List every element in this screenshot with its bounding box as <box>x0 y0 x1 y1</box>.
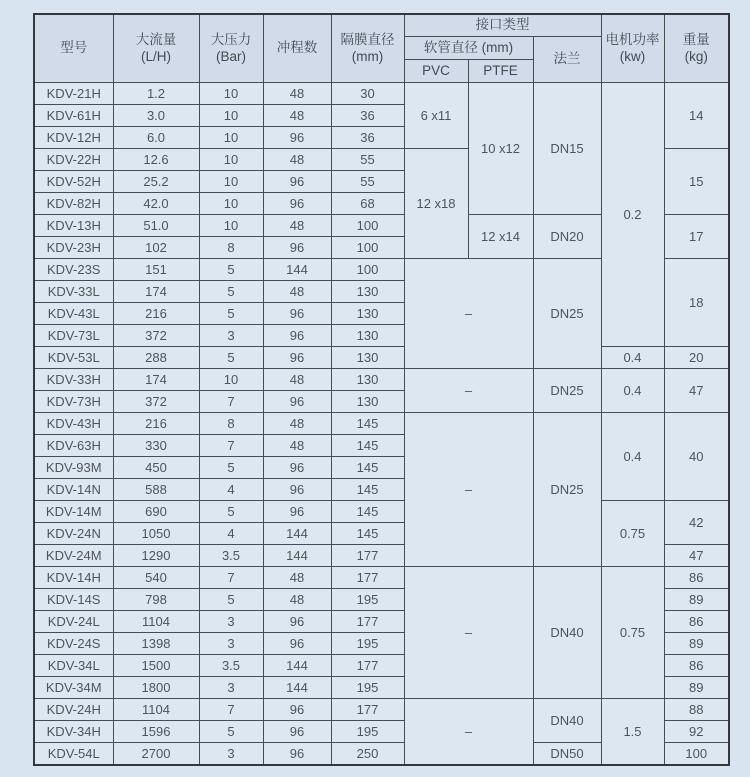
cell-diaphragm: 130 <box>331 391 404 413</box>
cell-hose: – <box>404 369 533 413</box>
cell-weight: 89 <box>664 589 729 611</box>
cell-weight: 18 <box>664 259 729 347</box>
cell-pvc: 12 x18 <box>404 149 468 259</box>
cell-motor: 0.4 <box>601 413 664 501</box>
cell-flow: 12.6 <box>113 149 199 171</box>
cell-model: KDV-23S <box>34 259 113 281</box>
cell-strokes: 144 <box>263 655 331 677</box>
cell-model: KDV-63H <box>34 435 113 457</box>
header-model <box>34 14 113 83</box>
cell-pressure: 3 <box>199 325 263 347</box>
cell-weight: 47 <box>664 545 729 567</box>
cell-flow: 6.0 <box>113 127 199 149</box>
cell-weight: 89 <box>664 633 729 655</box>
cell-flange: DN25 <box>533 413 601 567</box>
cell-flange: DN15 <box>533 83 601 215</box>
cell-diaphragm: 130 <box>331 369 404 391</box>
cell-model: KDV-53L <box>34 347 113 369</box>
cell-flow: 42.0 <box>113 193 199 215</box>
cell-diaphragm: 55 <box>331 171 404 193</box>
cell-pressure: 10 <box>199 105 263 127</box>
cell-flow: 372 <box>113 391 199 413</box>
cell-ptfe: 12 x14 <box>468 215 533 259</box>
cell-pressure: 10 <box>199 83 263 105</box>
cell-strokes: 96 <box>263 457 331 479</box>
cell-pressure: 5 <box>199 457 263 479</box>
table-row <box>34 501 729 523</box>
header-flange <box>533 37 601 83</box>
cell-pressure: 10 <box>199 127 263 149</box>
cell-pressure: 7 <box>199 699 263 721</box>
cell-strokes: 48 <box>263 149 331 171</box>
cell-model: KDV-34M <box>34 677 113 699</box>
cell-strokes: 96 <box>263 303 331 325</box>
cell-weight: 88 <box>664 699 729 721</box>
cell-pressure: 3.5 <box>199 545 263 567</box>
cell-model: KDV-43L <box>34 303 113 325</box>
cell-pressure: 5 <box>199 281 263 303</box>
cell-pressure: 3 <box>199 677 263 699</box>
header-weight-unit: (kg) <box>684 48 708 64</box>
cell-strokes: 144 <box>263 523 331 545</box>
cell-flow: 1398 <box>113 633 199 655</box>
cell-flow: 1104 <box>113 699 199 721</box>
cell-strokes: 48 <box>263 435 331 457</box>
header-pressure-unit: (Bar) <box>216 48 246 64</box>
cell-diaphragm: 177 <box>331 611 404 633</box>
cell-pressure: 3 <box>199 743 263 766</box>
header-pressure-label: 大压力 <box>210 31 252 47</box>
cell-weight: 86 <box>664 611 729 633</box>
cell-diaphragm: 100 <box>331 215 404 237</box>
header-motor-power-unit: (kw) <box>619 48 646 64</box>
cell-diaphragm: 36 <box>331 127 404 149</box>
cell-strokes: 96 <box>263 501 331 523</box>
header-hose-diameter-label: 软管直径 (mm) <box>423 39 514 55</box>
cell-flow: 588 <box>113 479 199 501</box>
cell-motor: 0.4 <box>601 369 664 413</box>
header-motor-power <box>601 14 664 83</box>
header-diaphragm-unit: (mm) <box>351 48 384 64</box>
cell-flow: 3.0 <box>113 105 199 127</box>
cell-motor: 0.75 <box>601 567 664 699</box>
header-row-1 <box>34 14 729 37</box>
cell-diaphragm: 177 <box>331 699 404 721</box>
cell-motor: 0.2 <box>601 83 664 347</box>
header-motor-power-label: 电机功率 <box>605 31 660 47</box>
cell-pressure: 10 <box>199 369 263 391</box>
cell-diaphragm: 130 <box>331 325 404 347</box>
cell-weight: 92 <box>664 721 729 743</box>
cell-diaphragm: 145 <box>331 413 404 435</box>
cell-flow: 450 <box>113 457 199 479</box>
cell-flow: 2700 <box>113 743 199 766</box>
cell-flow: 174 <box>113 369 199 391</box>
cell-model: KDV-34H <box>34 721 113 743</box>
cell-flow: 288 <box>113 347 199 369</box>
cell-strokes: 48 <box>263 369 331 391</box>
spec-table-container <box>33 13 730 766</box>
header-flow <box>113 14 199 83</box>
cell-strokes: 96 <box>263 347 331 369</box>
cell-flow: 330 <box>113 435 199 457</box>
cell-hose: – <box>404 413 533 567</box>
cell-pressure: 3.5 <box>199 655 263 677</box>
cell-motor: 0.4 <box>601 347 664 369</box>
cell-flow: 216 <box>113 303 199 325</box>
cell-model: KDV-22H <box>34 149 113 171</box>
cell-pressure: 5 <box>199 303 263 325</box>
cell-weight: 86 <box>664 655 729 677</box>
cell-flange: DN50 <box>533 743 601 766</box>
cell-ptfe: 10 x12 <box>468 83 533 215</box>
header-interface-type <box>404 14 601 37</box>
cell-model: KDV-93M <box>34 457 113 479</box>
cell-strokes: 48 <box>263 83 331 105</box>
cell-hose: – <box>404 699 533 766</box>
cell-strokes: 96 <box>263 721 331 743</box>
cell-flange: DN40 <box>533 567 601 699</box>
cell-weight: 89 <box>664 677 729 699</box>
cell-flow: 372 <box>113 325 199 347</box>
cell-model: KDV-73L <box>34 325 113 347</box>
cell-flow: 1500 <box>113 655 199 677</box>
cell-flow: 690 <box>113 501 199 523</box>
table-row <box>34 567 729 589</box>
cell-pressure: 4 <box>199 479 263 501</box>
cell-diaphragm: 145 <box>331 523 404 545</box>
cell-strokes: 48 <box>263 567 331 589</box>
cell-strokes: 96 <box>263 391 331 413</box>
cell-motor: 0.75 <box>601 501 664 567</box>
cell-model: KDV-23H <box>34 237 113 259</box>
cell-diaphragm: 36 <box>331 105 404 127</box>
cell-pressure: 3 <box>199 633 263 655</box>
cell-flange: DN20 <box>533 215 601 259</box>
cell-diaphragm: 177 <box>331 545 404 567</box>
cell-flow: 1104 <box>113 611 199 633</box>
cell-flow: 25.2 <box>113 171 199 193</box>
header-model-label: 型号 <box>60 40 88 56</box>
cell-diaphragm: 100 <box>331 237 404 259</box>
header-pressure <box>199 14 263 83</box>
cell-diaphragm: 145 <box>331 435 404 457</box>
cell-model: KDV-82H <box>34 193 113 215</box>
cell-weight: 86 <box>664 567 729 589</box>
cell-model: KDV-52H <box>34 171 113 193</box>
cell-weight: 20 <box>664 347 729 369</box>
pump-spec-table <box>33 13 730 766</box>
cell-hose: – <box>404 259 533 369</box>
cell-model: KDV-24N <box>34 523 113 545</box>
cell-flow: 540 <box>113 567 199 589</box>
cell-model: KDV-21H <box>34 83 113 105</box>
cell-model: KDV-43H <box>34 413 113 435</box>
cell-model: KDV-14N <box>34 479 113 501</box>
cell-diaphragm: 195 <box>331 633 404 655</box>
cell-flow: 174 <box>113 281 199 303</box>
cell-flange: DN25 <box>533 259 601 369</box>
cell-pressure: 8 <box>199 237 263 259</box>
cell-motor: 1.5 <box>601 699 664 766</box>
cell-pressure: 5 <box>199 501 263 523</box>
cell-flow: 1596 <box>113 721 199 743</box>
cell-weight: 42 <box>664 501 729 545</box>
cell-flow: 102 <box>113 237 199 259</box>
cell-model: KDV-14H <box>34 567 113 589</box>
cell-model: KDV-54L <box>34 743 113 766</box>
cell-weight: 100 <box>664 743 729 766</box>
cell-diaphragm: 30 <box>331 83 404 105</box>
cell-model: KDV-34L <box>34 655 113 677</box>
table-row <box>34 369 729 391</box>
cell-diaphragm: 145 <box>331 457 404 479</box>
cell-model: KDV-73H <box>34 391 113 413</box>
header-weight <box>664 14 729 83</box>
cell-pressure: 3 <box>199 611 263 633</box>
cell-diaphragm: 195 <box>331 721 404 743</box>
cell-strokes: 144 <box>263 259 331 281</box>
cell-model: KDV-24L <box>34 611 113 633</box>
table-row <box>34 699 729 721</box>
header-flange-label: 法兰 <box>553 51 581 67</box>
header-interface-type-label: 接口类型 <box>475 17 530 33</box>
cell-flow: 51.0 <box>113 215 199 237</box>
cell-model: KDV-14S <box>34 589 113 611</box>
header-ptfe <box>468 60 533 83</box>
cell-flow: 1800 <box>113 677 199 699</box>
header-weight-label: 重量 <box>682 31 710 47</box>
cell-model: KDV-14M <box>34 501 113 523</box>
header-pvc <box>404 60 468 83</box>
cell-flow: 1290 <box>113 545 199 567</box>
cell-pressure: 5 <box>199 721 263 743</box>
cell-flow: 1.2 <box>113 83 199 105</box>
cell-diaphragm: 195 <box>331 677 404 699</box>
cell-diaphragm: 68 <box>331 193 404 215</box>
cell-diaphragm: 177 <box>331 655 404 677</box>
cell-strokes: 96 <box>263 699 331 721</box>
cell-strokes: 48 <box>263 589 331 611</box>
cell-diaphragm: 145 <box>331 479 404 501</box>
cell-model: KDV-33H <box>34 369 113 391</box>
cell-weight: 47 <box>664 369 729 413</box>
header-flow-unit: (L/H) <box>141 48 171 64</box>
header-diaphragm <box>331 14 404 83</box>
cell-strokes: 48 <box>263 413 331 435</box>
cell-strokes: 144 <box>263 677 331 699</box>
header-ptfe-label: PTFE <box>483 62 518 78</box>
cell-strokes: 96 <box>263 633 331 655</box>
cell-diaphragm: 130 <box>331 347 404 369</box>
cell-diaphragm: 145 <box>331 501 404 523</box>
cell-strokes: 48 <box>263 105 331 127</box>
cell-flange: DN40 <box>533 699 601 743</box>
cell-diaphragm: 100 <box>331 259 404 281</box>
cell-strokes: 96 <box>263 127 331 149</box>
cell-model: KDV-13H <box>34 215 113 237</box>
cell-strokes: 96 <box>263 611 331 633</box>
header-strokes-label: 冲程数 <box>276 40 318 56</box>
cell-strokes: 48 <box>263 215 331 237</box>
header-pvc-label: PVC <box>422 62 450 78</box>
cell-diaphragm: 250 <box>331 743 404 766</box>
header-diaphragm-label: 隔膜直径 <box>340 31 395 47</box>
cell-model: KDV-12H <box>34 127 113 149</box>
cell-model: KDV-24M <box>34 545 113 567</box>
cell-model: KDV-61H <box>34 105 113 127</box>
cell-pressure: 7 <box>199 391 263 413</box>
cell-strokes: 144 <box>263 545 331 567</box>
cell-model: KDV-33L <box>34 281 113 303</box>
cell-flow: 798 <box>113 589 199 611</box>
cell-diaphragm: 130 <box>331 281 404 303</box>
cell-strokes: 96 <box>263 325 331 347</box>
cell-pressure: 10 <box>199 149 263 171</box>
cell-model: KDV-24H <box>34 699 113 721</box>
table-header <box>34 14 729 83</box>
cell-strokes: 48 <box>263 281 331 303</box>
table-row <box>34 413 729 435</box>
cell-model: KDV-24S <box>34 633 113 655</box>
cell-strokes: 96 <box>263 193 331 215</box>
cell-hose: – <box>404 567 533 699</box>
cell-strokes: 96 <box>263 237 331 259</box>
header-hose-diameter <box>404 37 533 60</box>
cell-pressure: 10 <box>199 193 263 215</box>
cell-pressure: 5 <box>199 347 263 369</box>
cell-weight: 15 <box>664 149 729 215</box>
cell-pressure: 10 <box>199 171 263 193</box>
cell-flow: 151 <box>113 259 199 281</box>
cell-strokes: 96 <box>263 171 331 193</box>
cell-strokes: 96 <box>263 479 331 501</box>
cell-weight: 40 <box>664 413 729 501</box>
cell-pressure: 8 <box>199 413 263 435</box>
table-body <box>34 83 729 766</box>
cell-pressure: 5 <box>199 259 263 281</box>
table-row <box>34 83 729 105</box>
cell-pressure: 4 <box>199 523 263 545</box>
cell-diaphragm: 55 <box>331 149 404 171</box>
cell-flow: 216 <box>113 413 199 435</box>
cell-diaphragm: 130 <box>331 303 404 325</box>
header-flow-label: 大流量 <box>135 31 177 47</box>
cell-diaphragm: 177 <box>331 567 404 589</box>
cell-pressure: 7 <box>199 567 263 589</box>
cell-pvc: 6 x11 <box>404 83 468 149</box>
cell-flange: DN25 <box>533 369 601 413</box>
cell-pressure: 7 <box>199 435 263 457</box>
cell-weight: 14 <box>664 83 729 149</box>
header-strokes <box>263 14 331 83</box>
cell-pressure: 5 <box>199 589 263 611</box>
cell-flow: 1050 <box>113 523 199 545</box>
cell-diaphragm: 195 <box>331 589 404 611</box>
cell-strokes: 96 <box>263 743 331 766</box>
cell-pressure: 10 <box>199 215 263 237</box>
cell-weight: 17 <box>664 215 729 259</box>
table-row <box>34 347 729 369</box>
